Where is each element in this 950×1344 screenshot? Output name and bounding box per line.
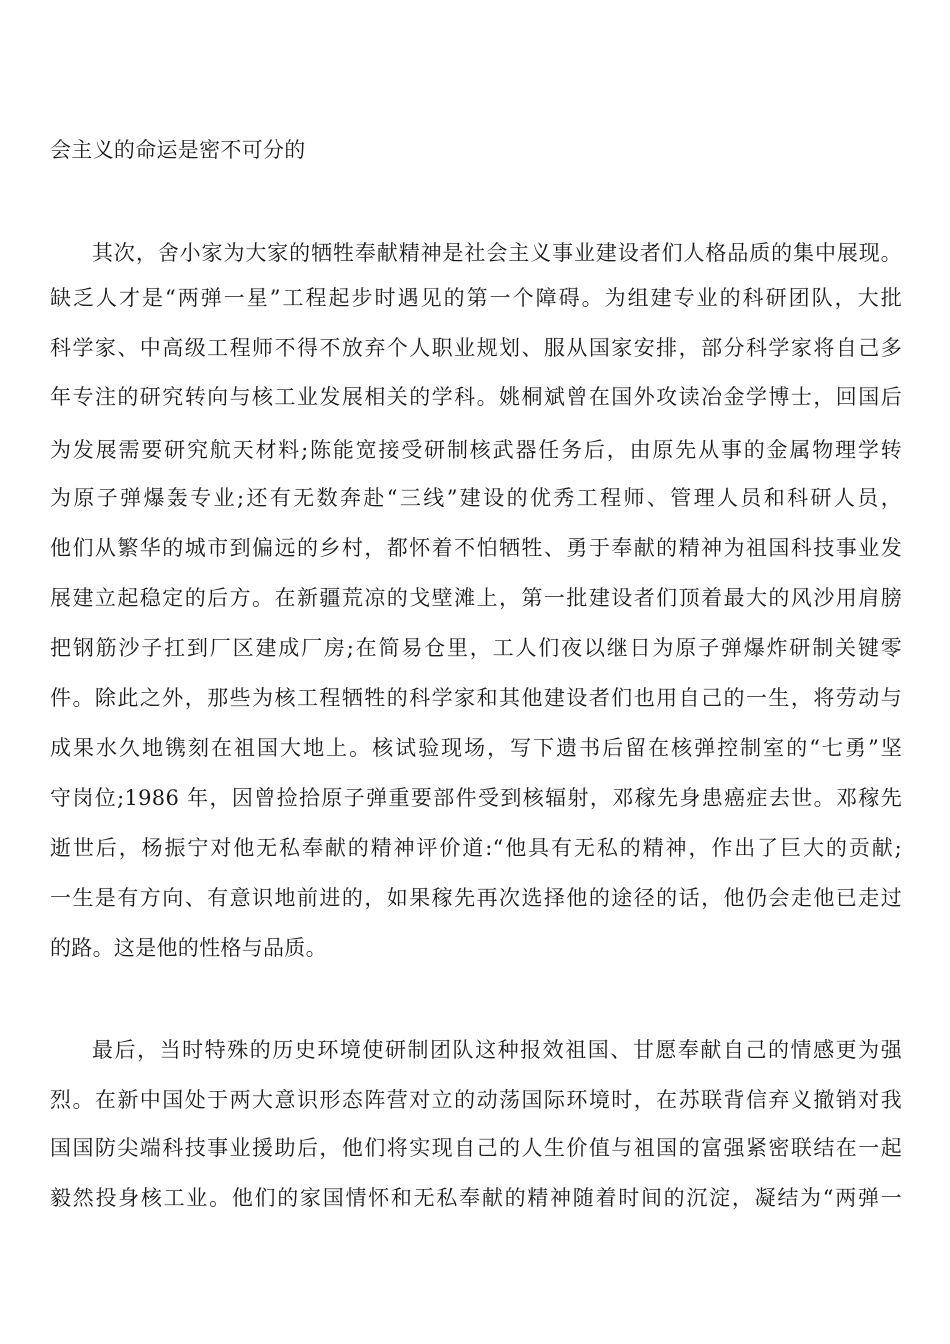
paragraph-line: 逝世后，杨振宁对他无私奉献的精神评价道:“他具有无私的精神，作出了巨大的贡献; xyxy=(50,836,902,860)
paragraph-line: 毅然投身核工业。他们的家国情怀和无私奉献的精神随着时间的沉淀，凝结为“两弹一 xyxy=(50,1186,902,1210)
paragraph-line: 国国防尖端科技事业援助后，他们将实现自己的人生价值与祖国的富强紧密联结在一起 xyxy=(50,1136,902,1160)
paragraph-line: 为发展需要研究航天材料;陈能宽接受研制核武器任务后，由原先从事的金属物理学转 xyxy=(50,438,902,462)
paragraph-line: 最后，当时特殊的历史环境使研制团队这种报效祖国、甘愿奉献自己的情感更为强 xyxy=(92,1038,902,1062)
paragraph-line: 守岗位;1986 年，因曾捡拾原子弹重要部件受到核辐射，邓稼先身患癌症去世。邓稼先 xyxy=(50,786,902,810)
paragraph-line: 为原子弹爆轰专业;还有无数奔赴“三线”建设的优秀工程师、管理人员和科研人员， xyxy=(50,486,902,510)
paragraph-line: 把钢筋沙子扛到厂区建成厂房;在简易仓里，工人们夜以继日为原子弹爆炸研制关键零 xyxy=(50,636,902,660)
paragraph-line: 科学家、中高级工程师不得不放弃个人职业规划、服从国家安排，部分科学家将自己多 xyxy=(50,336,902,360)
paragraph-line: 的路。这是他的性格与品质。 xyxy=(50,936,327,960)
paragraph-fragment: 会主义的命运是密不可分的 xyxy=(50,138,306,162)
paragraph-line: 一生是有方向、有意识地前进的，如果稼先再次选择他的途径的话，他仍会走他已走过 xyxy=(50,886,902,910)
paragraph-line: 烈。在新中国处于两大意识形态阵营对立的动荡国际环境时，在苏联背信弃义撤销对我 xyxy=(50,1088,902,1112)
paragraph-line: 他们从繁华的城市到偏远的乡村，都怀着不怕牺牲、勇于奉献的精神为祖国科技事业发 xyxy=(50,536,902,560)
paragraph-line: 其次，舍小家为大家的牺牲奉献精神是社会主义事业建设者们人格品质的集中展现。 xyxy=(92,241,902,265)
paragraph-line: 缺乏人才是“两弹一星”工程起步时遇见的第一个障碍。为组建专业的科研团队，大批 xyxy=(50,286,902,310)
paragraph-line: 年专注的研究转向与核工业发展相关的学科。姚桐斌曾在国外攻读冶金学博士，回国后 xyxy=(50,385,902,409)
paragraph-line: 展建立起稳定的后方。在新疆荒凉的戈壁滩上，第一批建设者们顶着最大的风沙用肩膀 xyxy=(50,586,902,610)
paragraph-line: 件。除此之外，那些为核工程牺牲的科学家和其他建设者们也用自己的一生，将劳动与 xyxy=(50,686,902,710)
paragraph-line: 成果水久地镌刻在祖国大地上。核试验现场，写下遗书后留在核弹控制室的“七勇”坚 xyxy=(50,736,902,760)
